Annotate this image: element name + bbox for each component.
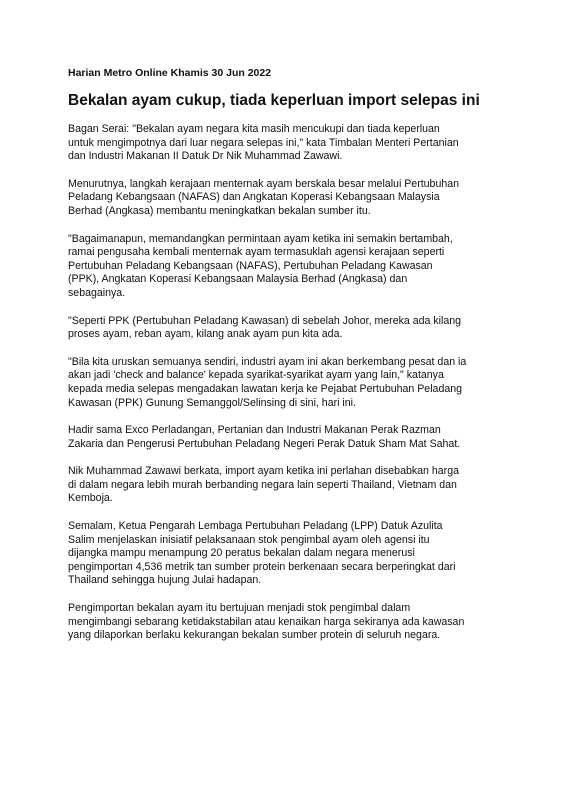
article-paragraph (68, 520, 508, 588)
paragraph-line: pengimportan 4,536 metrik tan sumber protein berkenaan secara berperingkat dari (68, 560, 456, 573)
paragraph-line: sebagainya. (68, 286, 126, 299)
source-line: Harian Metro Online Khamis 30 Jun 2022 (68, 67, 272, 79)
paragraph-line: proses ayam, reban ayam, kilang anak ayam pun kita ada. (68, 328, 343, 341)
paragraph-line: "Bagaimanapun, memandangkan permintaan ayam ketika ini semakin bertambah, (68, 232, 453, 245)
article-paragraph (68, 315, 508, 342)
paragraph-line: di dalam negara lebih murah berbanding negara lain seperti Thailand, Vietnam dan (68, 478, 457, 491)
paragraph-line: Zakaria dan Pengerusi Pertubuhan Peladang Negeri Perak Datuk Sham Mat Sahat. (68, 437, 461, 450)
paragraph-line: Kawasan (PPK) Gunung Semanggol/Selinsing di sini, hari ini. (68, 396, 356, 409)
paragraph-line: akan jadi 'check and balance' kepada syarikat-syarikat ayam yang lain," katanya (68, 369, 444, 382)
paragraph-line: Hadir sama Exco Perladangan, Pertanian dan Industri Makanan Perak Razman (68, 424, 441, 437)
paragraph-line: Menurutnya, langkah kerajaan menternak ayam berskala besar melalui Pertubuhan (68, 177, 460, 190)
paragraph-line: (PPK), Angkatan Koperasi Kebangsaan Malaysia Berhad (Angkasa) dan (68, 273, 408, 286)
paragraph-line: dijangka mampu menampung 20 peratus bekalan dalam negara menerusi (68, 547, 415, 560)
paragraph-line: Peladang Kebangsaan (NAFAS) dan Angkatan Koperasi Kebangsaan Malaysia (68, 191, 440, 204)
article-paragraph (68, 465, 508, 506)
paragraph-line: Pertubuhan Peladang Kebangsaan (NAFAS), Pertubuhan Peladang Kawasan (68, 259, 433, 272)
paragraph-line: dan Industri Makanan II Datuk Dr Nik Muhammad Zawawi. (68, 150, 343, 163)
article-body (68, 123, 508, 643)
paragraph-line: Pengimportan bekalan ayam itu bertujuan menjadi stok pengimbal dalam (68, 602, 411, 615)
paragraph-line: yang dilaporkan berlaku kekurangan bekalan sumber protein di seluruh negara. (68, 629, 441, 642)
article-paragraph (68, 178, 508, 219)
paragraph-line: Bagan Serai: "Bekalan ayam negara kita masih mencukupi dan tiada keperluan (68, 123, 440, 135)
paragraph-line: Thailand sehingga hujung Julai hadapan. (68, 574, 262, 587)
paragraph-line: mengimbangi sebarang ketidakstabilan atau kenaikan harga sekiranya ada kawasan (68, 615, 465, 628)
paragraph-line: "Bila kita uruskan semuanya sendiri, industri ayam ini akan berkembang pesat dan ia (68, 355, 467, 368)
article-paragraph (68, 356, 508, 410)
article-headline: Bekalan ayam cukup, tiada keperluan import selepas ini (68, 92, 480, 109)
article-paragraph (68, 424, 508, 451)
paragraph-line: Kemboja. (68, 492, 113, 505)
paragraph-line: Semalam, Ketua Pengarah Lembaga Pertubuhan Peladang (LPP) Datuk Azulita (68, 520, 443, 533)
paragraph-line: ramai pengusaha kembali menternak ayam termasuklah agensi kerajaan seperti (68, 246, 445, 259)
article-page (68, 66, 508, 657)
paragraph-line: kepada media selepas mengadakan lawatan kerja ke Pejabat Pertubuhan Peladang (68, 382, 463, 395)
article-paragraph (68, 123, 508, 164)
paragraph-line: Berhad (Angkasa) membantu meningkatkan bekalan sumber itu. (68, 204, 371, 217)
paragraph-line: Salim menjelaskan inisiatif pelaksanaan stok pengimbal ayam oleh agensi itu (68, 533, 430, 546)
paragraph-line: untuk mengimpotnya dari luar negara selepas ini," kata Timbalan Menteri Pertanian (68, 136, 459, 149)
paragraph-line: "Seperti PPK (Pertubuhan Peladang Kawasan) di sebelah Johor, mereka ada kilang (68, 314, 462, 327)
article-paragraph (68, 233, 508, 301)
paragraph-line: Nik Muhammad Zawawi berkata, import ayam ketika ini perlahan disebabkan harga (68, 465, 459, 478)
article-paragraph (68, 602, 508, 643)
